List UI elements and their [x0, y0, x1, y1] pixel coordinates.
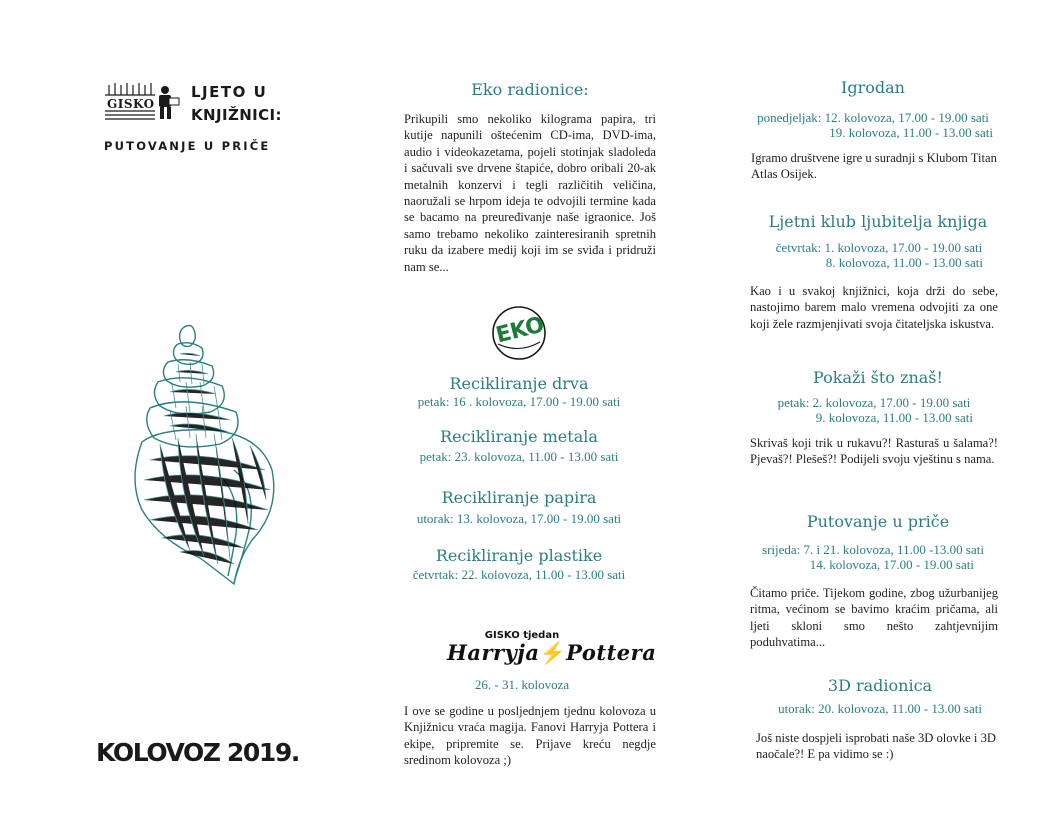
event-title-metal: Recikliranje metala [440, 427, 598, 446]
section-text-3d: Još niste dospjeli isprobati naše 3D olovke i 3D naočale?! E pa vidimo se :) [756, 731, 996, 762]
section-date2-igrodan: 19. kolovoza, 11.00 - 13.00 sati [829, 125, 993, 140]
event-date-drvo: petak: 16 . kolovoza, 17.00 - 19.00 sati [417, 394, 621, 409]
section-text-putovanje: Čitamo priče. Tijekom godine, zbog užurbanijeg ritma, većinom se bavimo kraćim pričama, ali ljeti skloni smo nešto zahtjevnijim poduhvatima... [750, 586, 998, 650]
eko-badge-text: EKO [493, 312, 547, 349]
eko-description: Prikupili smo nekoliko kilograma papira, tri kutije napunili oštećenim CD-ima, DVD-ima, audio i videokazetama, pojeli stotinjak sladoleda i sačuvali sve drvene štapiće, dobro oribali 20-ak metalnih konzervi i tegli različitih veličina, naoružali se hrpom ideja te odvojili termine kada se bacamo na preuređivanje naše igraonice. Još samo trebamo nekoliko zainteresiranih spretnih ruku da izabere medij koji im se sviđa i pridruži nam se... [404, 112, 656, 274]
section-date1-3d: utorak: 20. kolovoza, 11.00 - 13.00 sati [778, 701, 982, 716]
section-title-3d: 3D radionica [827, 676, 933, 695]
section-date2-pokazi: 9. kolovoza, 11.00 - 13.00 sati [815, 410, 973, 425]
section-date1-pokazi: petak: 2. kolovoza, 17.00 - 19.00 sati [777, 395, 971, 410]
eko-badge [490, 304, 548, 362]
month-title: KOLOVOZ 2019. [96, 738, 299, 767]
section-date1-putovanje: srijeda: 7. i 21. kolovoza, 11.00 -13.00 sati [762, 542, 984, 557]
hp-name-2: Pottera [566, 640, 657, 665]
section-date1-igrodan: ponedjeljak: 12. kolovoza, 17.00 - 19.00 sati [757, 110, 989, 125]
hp-dates: 26. - 31. kolovoza [474, 677, 570, 692]
section-text-klub: Kao i u svakoj knjižnici, koja drži do sebe, nastojimo barem malo vremena odvojiti za one koji žele razmjenjivati svoja čitateljska iskustva. [750, 284, 998, 331]
hp-week-label: GISKO tjedan [484, 630, 560, 641]
event-date-papir: utorak: 13. kolovoza, 17.00 - 19.00 sati [416, 511, 622, 526]
section-text-igrodan: Igramo društvene igre u suradnji s Klubom Titan Atlas Osijek. [751, 151, 997, 182]
section-text-pokazi: Skrivaš koji trik u rukavu?! Rasturaš u šalama?! Pjevaš?! Plešeš?! Podijeli svoju vještinu s nama. [750, 436, 998, 467]
section-title-pokazi: Pokaži što znaš! [813, 368, 943, 387]
title-line-1: LJETO U [191, 83, 268, 101]
seashell-illustration [120, 320, 285, 590]
section-title-igrodan: Igrodan [841, 78, 905, 97]
harry-potter-logo [447, 630, 657, 676]
title-line-2: KNJIŽNICI: [191, 106, 282, 124]
eko-heading: Eko radionice: [471, 80, 589, 99]
section-date2-putovanje: 14. kolovoza, 17.00 - 19.00 sati [809, 557, 974, 572]
section-title-klub: Ljetni klub ljubitelja knjiga [768, 212, 988, 231]
section-date2-klub: 8. kolovoza, 11.00 - 13.00 sati [825, 255, 983, 270]
event-title-drvo: Recikliranje drva [449, 374, 589, 393]
event-date-plastika: četvrtak: 22. kolovoza, 11.00 - 13.00 sati [412, 567, 626, 582]
lightning-bolt-icon: ⚡ [539, 640, 567, 665]
hp-name-1: Harryja [447, 640, 540, 665]
gisko-logo [103, 81, 183, 125]
section-date1-klub: četvrtak: 1. kolovoza, 17.00 - 19.00 sati [775, 240, 983, 255]
event-date-metal: petak: 23. kolovoza, 11.00 - 13.00 sati [419, 449, 619, 464]
logo-text: GISKO [107, 97, 155, 111]
event-title-plastika: Recikliranje plastike [435, 546, 603, 565]
event-title-papir: Recikliranje papira [441, 488, 597, 507]
page-subtitle: PUTOVANJE U PRIČE [104, 139, 271, 153]
section-title-putovanje: Putovanje u priče [806, 512, 950, 531]
hp-description: I ove se godine u posljednjem tjednu kolovoza u Knjižnicu vraća magija. Fanovi Harryja Pottera i ekipe, pripremite se. Prijave kreću negdje sredinom kolovoza ;) [404, 704, 656, 768]
